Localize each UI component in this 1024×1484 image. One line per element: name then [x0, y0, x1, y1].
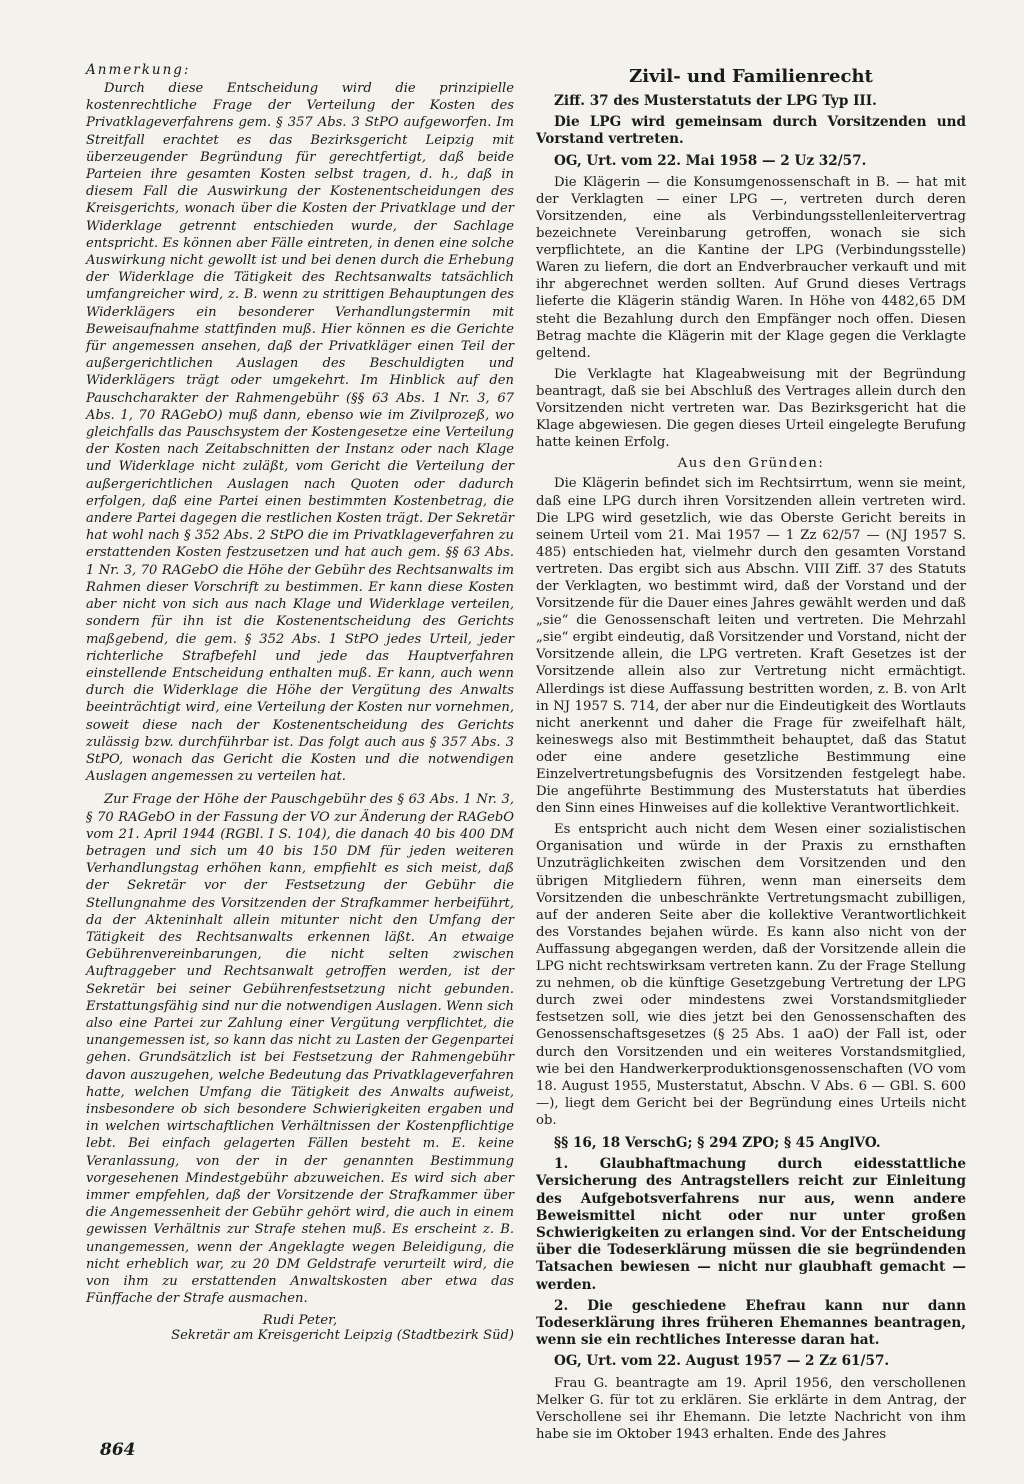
annotation-body	[86, 80, 514, 1307]
page-number: 864	[100, 1440, 136, 1460]
annotation-heading: Anmerkung:	[86, 62, 191, 78]
author-role: Sekretär am Kreisgericht Leipzig (Stadtbezirk Süd)	[171, 1328, 514, 1344]
author-name: Rudi Peter,	[262, 1313, 338, 1329]
case2-header	[536, 1135, 966, 1371]
annotation-paragraph-1: Durch diese Entscheidung wird die prinzipielle kostenrechtliche Frage der Verteilung der Kosten des Privatklageverfahrens gem. § 357 Abs. 3 StPO aufgeworfen. Im Streitfall erachtet es das Bezirksgericht Leipzig mit überzeugender Begründung für gerechtfertigt, daß beide Parteien ihre gesamten Kosten selbst tragen, d. h., daß in diesem Fall die Auswirkung der Kostenentscheidungen des Kreisgerichts, wonach über die Kosten der Privatklage und der Widerklage getrennt entschieden wurde, der Sachlage entspricht. Es können aber Fälle eintreten, in denen eine solche Auswirkung nicht gewollt ist und bei denen durch die Erhebung der Widerklage die Tätigkeit des Rechtsanwalts tatsächlich umfangreicher wird, z. B. wenn zu strittigen Behauptungen des Widerklägers ein besonderer Verhandlungstermin mit Beweisaufnahme stattfinden muß. Hier können es die Gerichte für angemessen ansehen, daß der Privatkläger einen Teil der außergerichtlichen Auslagen des Beschuldigten und Widerklägers trägt oder umgekehrt. Im Hinblick auf den Pauschcharakter der Rahmengebühr (§§ 63 Abs. 1 Nr. 3, 67 Abs. 1, 70 RAGebO) muß dann, ebenso wie im Zivilprozeß, wo gleichfalls das Pauschsystem der Kostengesetze eine Verteilung der Kosten nach Zeitabschnitten der Instanz oder nach Klage und Widerklage nicht zuläßt, vom Gericht die Verteilung der außergerichtlichen Auslagen nach Quoten oder dadurch erfolgen, daß eine Partei einen bestimmten Kostenbetrag, die andere Partei dagegen die restlichen Kosten trägt. Der Sekretär hat wohl nach § 352 Abs. 2 StPO die im Privatklageverfahren zu erstattenden Kosten festzusetzen und hat auch gem. §§ 63 Abs. 1 Nr. 3, 70 RAGebO die Höhe der Gebühr des Rechtsanwalts im Rahmen dieser Vorschrift zu bestimmen. Er kann diese Kosten aber nicht von sich aus nach Klage und Widerklage verteilen, sondern für ihn ist die Kostenentscheidung des Gerichts maßgebend, die gem. § 352 Abs. 1 StPO jedes Urteil, jeder richterliche Strafbefehl und jede das Hauptverfahren einstellende Entscheidung enthalten muß. Er kann, auch wenn durch die Widerklage die Höhe der Vergütung des Anwalts beeinträchtigt wird, eine Verteilung der Kosten nur vornehmen, soweit diese nach der Kostenentscheidung des Gerichts zulässig bzw. durchführbar ist. Das folgt auch aus § 357 Abs. 3 StPO, wonach das Gericht die Kosten und die notwendigen Auslagen angemessen zu verteilen hat.	[86, 81, 514, 785]
case1-facts-1: Die Klägerin — die Konsumgenossenschaft in B. — hat mit der Verklagten — einer LPG —, vertreten durch deren Vorsitzenden, eine als Verbindungsstellenleitervertrag bezeichnete Vereinbarung getroffen, wonach sie sich verpflichtete, an die Kantine der LPG (Verbindungsstelle) Waren zu liefern, die dort an Endverbraucher verkauft und mit ihr abgerechnet werden sollten. Auf Grund dieses Vertrags lieferte die Klägerin ständig Waren. In Höhe von 4482,65 DM steht die Bezahlung durch den Empfänger noch offen. Diesen Betrag machte die Klägerin mit der Klage gegen die Verklagte geltend.	[536, 174, 966, 361]
case1-header	[536, 93, 966, 170]
section-title: Zivil- und Familienrecht	[629, 66, 873, 87]
case1-facts-2: Die Verklagte hat Klageabweisung mit der Begründung beantragt, daß sie bei Abschluß des Vertrages allein durch den Vorsitzenden nicht vertreten war. Das Bezirksgericht hat die Klage abgewiesen. Die gegen dieses Urteil eingelegte Berufung hatte keinen Erfolg.	[536, 366, 966, 451]
case2-body	[536, 1375, 966, 1443]
case1-reasons-1: Die Klägerin befindet sich im Rechtsirrtum, wenn sie meint, daß eine LPG durch ihren Vorsitzenden allein vertreten wird. Die LPG wird gesetzlich, wie das Oberste Gericht bereits in seinem Urteil vom 21. Mai 1957 — 1 Zz 62/57 — (NJ 1957 S. 485) entschieden hat, vielmehr durch den gesamten Vorstand vertreten. Das ergibt sich aus Abschn. VIII Ziff. 37 des Statuts der Verklagten, wo bestimmt wird, daß der Vorstand und der Vorsitzende für die Dauer eines Jahres gewählt werden und daß „sie“ die Genossenschaft leiten und vertreten. Die Mehrzahl „sie“ ergibt eindeutig, daß Vorsitzender und Vorstand, nicht der Vorsitzende allein, die LPG vertreten. Kraft Gesetzes ist der Vorsitzende allein also zur Vertretung nicht ermächtigt. Allerdings ist diese Auffassung bestritten worden, z. B. von Arlt in NJ 1957 S. 714, der aber nur die Eindeutigkeit des Wortlauts nicht anerkennt und daher die Frage für zweifelhaft hält, keineswegs also mit Bestimmtheit behauptet, daß das Statut oder eine andere gesetzliche Bestimmung eine Einzelvertretungsbefugnis des Vorsitzenden festgelegt habe. Die angeführte Bestimmung des Musterstatuts hat überdies den Sinn eines Hinweises auf die kollektive Verantwortlichkeit.	[536, 476, 966, 817]
left-column	[86, 62, 514, 1343]
reasons-heading: Aus den Gründen:	[677, 456, 825, 472]
case1-body	[536, 174, 966, 1129]
annotation-paragraph-2: Zur Frage der Höhe der Pauschgebühr des § 63 Abs. 1 Nr. 3, § 70 RAGebO in der Fassung der VO zur Änderung der RAGebO vom 21. April 1944 (RGBl. I S. 104), die danach 40 bis 400 DM betragen und sich um 40 bis 150 DM für jeden weiteren Verhandlungstag erhöhen kann, empfiehlt es sich meist, daß der Sekretär vor der Festsetzung der Gebühr die Stellungnahme des Vorsitzenden der Strafkammer herbeiführt, da der Akteninhalt allein mitunter nicht den Umfang der Tätigkeit des Rechtsanwalts erkennen läßt. An etwaige Gebührenvereinbarungen, die nicht selten zwischen Auftraggeber und Rechtsanwalt getroffen werden, ist der Sekretär bei seiner Gebührenfestsetzung nicht gebunden. Erstattungsfähig sind nur die notwendigen Auslagen. Wenn sich also eine Partei zur Zahlung einer Vergütung verpflichtet, die unangemessen ist, so kann das nicht zu Lasten der Gegenpartei gehen. Grundsätzlich ist bei Festsetzung der Rahmengebühr davon auszugehen, welche Bedeutung das Privatklageverfahren hatte, welchen Umfang die Tätigkeit des Anwalts aufweist, insbesondere ob sich besondere Schwierigkeiten ergaben und in welchen wirtschaftlichen Verhältnissen der Kostenpflichtige lebt. Bei einfach gelagerten Fällen besteht m. E. keine Veranlassung, von der in der genannten Bestimmung vorgesehenen Mindestgebühr abzuweichen. Es wird sich aber immer empfehlen, daß der Vorsitzende der Strafkammer über die Angemessenheit der Gebühr gehört wird, die auch in einem gewissen Verhältnis zur Strafe stehen muß. Es erscheint z. B. unangemessen, wenn der Angeklagte wegen Beleidigung, die nicht erheblich war, zu 20 DM Geldstrafe verurteilt wird, die von ihm zu erstattenden Anwaltskosten aber etwa das Fünffache der Strafe ausmachen.	[86, 792, 514, 1307]
case2-headnote-1: 1. Glaubhaftmachung durch eidesstattliche Versicherung des Antragstellers reicht zur Einleitung des Aufgebotsverfahrens nur aus, wenn andere Beweismittel nicht oder nur unter großen Schwierigkeiten zu erlangen sind. Vor der Entscheidung über die Todeserklärung müssen die sie begründenden Tatsachen bewiesen — nicht nur glaubhaft gemacht — werden.	[536, 1156, 966, 1293]
case2-headnote-2: 2. Die geschiedene Ehefrau kann nur dann Todeserklärung ihres früheren Ehemannes beantragen, wenn sie ein rechtliches Interesse daran hat.	[536, 1297, 966, 1349]
case2-citation: §§ 16, 18 VerschG; § 294 ZPO; § 45 AnglVO.	[554, 1134, 881, 1151]
case1-court: OG, Urt. vom 22. Mai 1958 — 2 Uz 32/57.	[554, 152, 867, 169]
case2-court: OG, Urt. vom 22. August 1957 — 2 Zz 61/57.	[554, 1353, 890, 1370]
case1-citation: Ziff. 37 des Musterstatuts der LPG Typ III.	[554, 93, 877, 109]
right-column	[536, 62, 966, 1443]
case1-headnote: Die LPG wird gemeinsam durch Vorsitzenden und Vorstand vertreten.	[536, 114, 966, 148]
case2-facts: Frau G. beantragte am 19. April 1956, den verschollenen Melker G. für tot zu erklären. Sie erklärte in dem Antrag, der Verschollene sei ihr Ehemann. Die letzte Nachricht von ihm habe sie im Oktober 1943 erhalten. Ende des Jahres	[536, 1375, 966, 1442]
case1-reasons-2: Es entspricht auch nicht dem Wesen einer sozialistischen Organisation und würde in der Praxis zu ernsthaften Unzuträglichkeiten zwischen dem Vorsitzenden und den übrigen Mitgliedern führen, wenn man einerseits dem Vorsitzenden die unbeschränkte Vertretungsmacht zubilligen, auf der anderen Seite aber die kollektive Verantwortlichkeit des Vorstandes bejahen würde. Es kann also nicht von der Auffassung abgegangen werden, daß der Vorsitzende allein die LPG nicht rechtswirksam vertreten kann. Zu der Frage Stellung zu nehmen, ob die künftige Gesetzgebung Vertretung der LPG durch zwei oder mindestens zwei Vorstandsmitglieder festsetzen soll, wie dies jetzt bei den Genossenschaften des Genossenschaftsgesetzes (§ 25 Abs. 1 aaO) der Fall ist, oder durch den Vorsitzenden und ein weiteres Vorstandsmitglied, wie bei den Handwerkerproduktionsgenossenschaften (VO vom 18. August 1955, Musterstatut, Abschn. V Abs. 6 — GBl. S. 600 —), liegt dem Gericht bei der Begründung eines Urteils nicht ob.	[536, 822, 966, 1128]
